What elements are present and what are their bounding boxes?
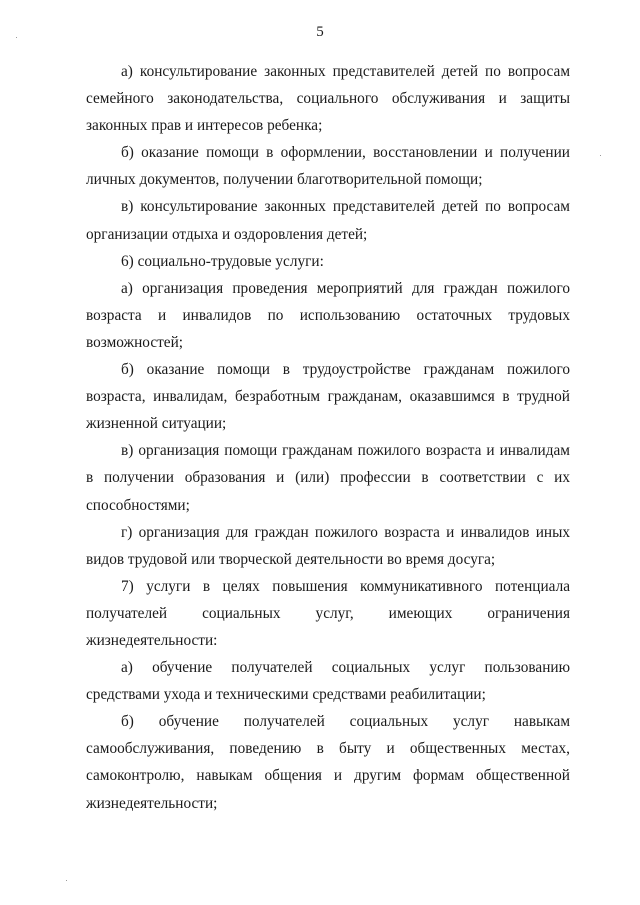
paragraph-documents-help: б) оказание помощи в оформлении, восстановлении и получении личных документов, получении благотворительной помощи;: [86, 144, 570, 189]
paragraph-labor-events: а) организация проведения мероприятий для граждан пожилого возраста и инвалидов по использованию остаточных трудовых возможностей;: [86, 279, 570, 351]
paragraph-employment-help: б) оказание помощи в трудоустройстве гражданам пожилого возраста, инвалидам, безработным гражданам, оказавшимся в трудной жизненной ситуации;: [86, 361, 570, 433]
paragraph-social-labor-heading: 6) социально-трудовые услуги:: [121, 252, 324, 270]
paragraph-leisure-activity: г) организация для граждан пожилого возраста и инвалидов иных видов трудовой или творческой деятельности во время досуга;: [86, 523, 570, 568]
paragraph-consulting-recreation: в) консультирование законных представителей детей по вопросам организации отдыха и оздоровления детей;: [86, 198, 570, 243]
page-number: 5: [316, 24, 324, 40]
document-body: [86, 58, 570, 817]
paragraph-communication-heading: 7) услуги в целях повышения коммуникативного потенциала получателей социальных услуг, имеющих ограничения жизнедеятельности:: [86, 577, 570, 649]
paragraph-consulting-family-law: а) консультирование законных представителей детей по вопросам семейного законодательства, социального обслуживания и защиты законных прав и интересов ребенка;: [86, 63, 570, 135]
paragraph-education-help: в) организация помощи гражданам пожилого возраста и инвалидам в получении образования и (или) профессии в соответствии с их способностями;: [86, 442, 570, 514]
scan-speck: [600, 155, 601, 156]
scan-speck: [16, 37, 17, 38]
scan-speck: [66, 880, 67, 881]
paragraph-rehab-training: а) обучение получателей социальных услуг пользованию средствами ухода и техническими средствами реабилитации;: [86, 659, 570, 704]
paragraph-self-care-training: б) обучение получателей социальных услуг навыкам самообслуживания, поведению в быту и общественных местах, самоконтролю, навыкам общения и другим формам общественной жизнедеятельности;: [86, 713, 570, 812]
